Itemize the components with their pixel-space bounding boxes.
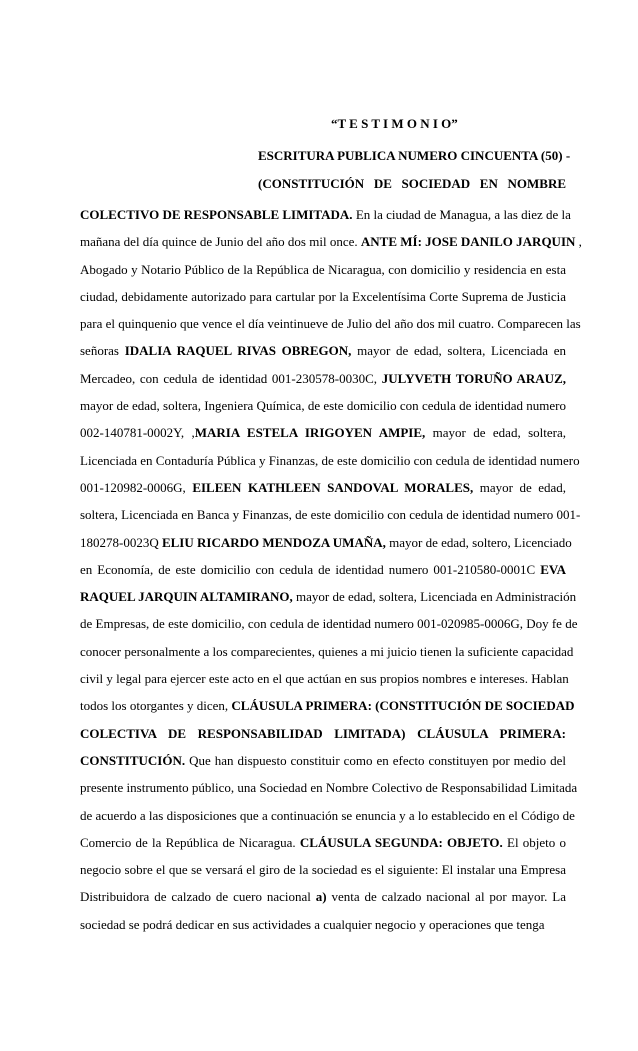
bold-text: IDALIA RAQUEL RIVAS OBREGON, [124,343,352,359]
body-line [80,883,566,910]
bold-text: ELIU RICARDO MENDOZA UMAÑA, [161,534,386,550]
bold-text: RAQUEL JARQUIN ALTAMIRANO, [80,589,293,605]
text-segment: Comercio de la República de Nicaragua. [80,834,300,850]
text-segment: Que han dispuesto constituir como en efecto constituyen por medio del [185,752,566,768]
bold-text: MARIA ESTELA IRIGOYEN AMPIE, [194,425,426,441]
body-line [80,638,574,665]
text-segment: mayor de edad, soltera, Licenciada en Administración [292,589,577,605]
body-line [80,529,572,556]
text-segment: para el quinquenio que vence el día veintinueve de Julio del año dos mil cuatro. Comparecen las [80,316,581,332]
bold-text: JULYVETH TORUÑO ARAUZ, [381,370,566,386]
body-line [80,474,566,501]
body-line [80,310,581,337]
text-segment: , [575,234,582,250]
text-segment: de acuerdo a las disposiciones que a continuación se enuncia y a lo establecido en el Código de [80,807,575,823]
text-segment: todos los otorgantes y dicen, [80,698,232,714]
text-segment: Mercadeo, con cedula de identidad 001-230578-0030C, [80,370,382,386]
bold-text: ANTE MÍ: JOSE DANILO JARQUIN [360,234,576,250]
body-line [80,774,578,801]
bold-text: EILEEN KATHLEEN SANDOVAL MORALES, [192,479,474,495]
heading-word: NOMBRE [507,176,566,191]
body-line [80,556,566,583]
body-line [80,256,566,283]
bold-text: CLÁUSULA SEGUNDA: OBJETO. [299,834,503,850]
text-segment: ciudad, debidamente autorizado para cartular por la Excelentísima Corte Suprema de Justicia [80,288,566,304]
text-segment: mañana del día quince de Junio del año dos mil once. [80,234,361,250]
body-line [80,419,566,446]
text-segment: mayor de edad, [473,479,567,495]
text-segment: negocio sobre el que se versará el giro de la sociedad es el siguiente: El instalar una Empresa [80,862,566,878]
text-segment: de Empresas, de este domicilio, con cedula de identidad numero 001-020985-0006G, Doy fe de [80,616,578,632]
heading-word: (CONSTITUCIÓN [258,176,365,191]
bold-text: EVA [540,561,566,577]
text-segment: mayor de edad, soltera, Licenciada en [351,343,566,359]
text-segment: 180278-0023Q [80,534,162,550]
text-segment: sociedad se podrá dedicar en sus actividades a cualquier negocio y operaciones que tenga [80,916,545,932]
text-segment: 001-120982-0006G, [80,479,193,495]
body-line [80,829,566,856]
text-segment: civil y legal para ejercer este acto en el que actúan en sus propios nombres e intereses. Hablan [80,671,569,687]
body-line [80,610,578,637]
body-line [80,228,582,255]
body-line [80,856,566,883]
body-line [80,501,581,528]
body-line [80,201,571,228]
text-segment: mayor de edad, soltero, Licenciado [385,534,572,550]
heading-word: DE [373,176,392,191]
body-line [80,583,577,610]
text-segment: Distribuidora de calzado de cuero nacional [80,889,316,905]
body-line [80,447,580,474]
text-segment: conocer personalmente a los comparecientes, quienes a mi juicio tienen la suficiente capacidad [80,643,574,659]
deed-body-text [80,201,582,938]
body-line [80,747,566,774]
body-line [80,911,566,938]
text-segment: 002-140781-0002Y, , [80,425,195,441]
body-line [80,283,566,310]
bold-text: CONSTITUCIÓN. [80,752,186,768]
text-segment: en Economía, de este domicilio con cedula de identidad numero 001-210580-0001C [80,561,541,577]
text-segment: El objeto o [502,834,566,850]
body-line [80,720,566,747]
text-segment: Licenciada en Contaduría Pública y Finanzas, de este domicilio con cedula de identidad numero [80,452,580,468]
heading-word: SOCIEDAD [401,176,471,191]
text-segment: mayor de edad, soltera, [425,425,566,441]
body-line [80,802,575,829]
bold-text: COLECTIVO DE RESPONSABLE LIMITADA. [80,207,353,222]
text-segment: presente instrumento público, una Sociedad en Nombre Colectivo de Responsabilidad Limitada [80,780,578,796]
text-segment: soltera, Licenciada en Banca y Finanzas, de este domicilio con cedula de identidad numero 001- [80,507,581,523]
document-title: “T E S T I M O N I O” [331,116,458,131]
body-line [80,392,566,419]
text-segment: señoras [80,343,125,359]
body-line [80,365,566,392]
body-line [80,665,569,692]
body-line [80,337,566,364]
text-segment: En la ciudad de Managua, a las diez de la [352,207,571,222]
body-line [80,692,575,719]
bold-text: COLECTIVA DE RESPONSABILIDAD LIMITADA) CLÁUSULA PRIMERA: [80,725,566,741]
text-segment: mayor de edad, soltera, Ingeniera Química, de este domicilio con cedula de identidad numero [80,398,566,414]
text-segment: venta de calzado nacional al por mayor. La [326,889,566,905]
heading-word: EN [479,176,498,191]
bold-text: CLÁUSULA PRIMERA: (CONSTITUCIÓN DE SOCIEDAD [231,698,575,714]
deed-heading-line-1: ESCRITURA PUBLICA NUMERO CINCUENTA (50) - [258,148,571,163]
deed-heading-line-2 [258,174,566,194]
text-segment: Abogado y Notario Público de la República de Nicaragua, con domicilio y residencia en esta [80,261,566,277]
bold-text: a) [315,889,327,905]
